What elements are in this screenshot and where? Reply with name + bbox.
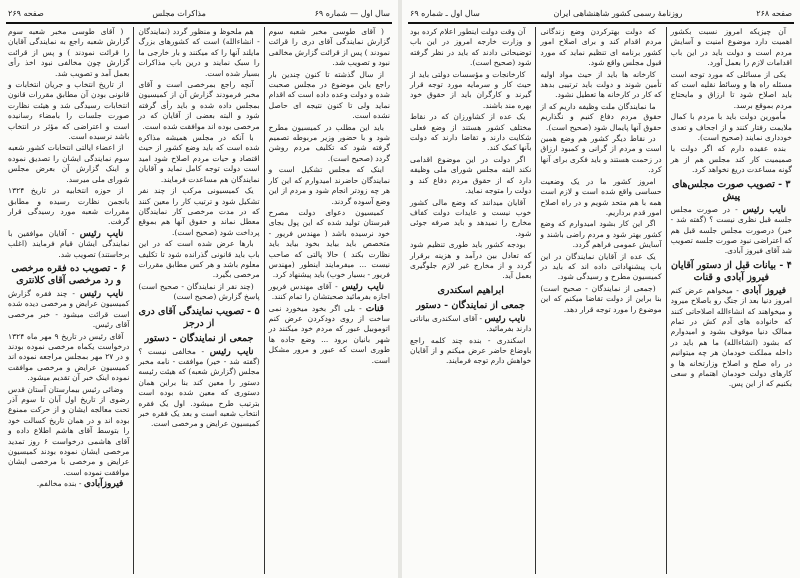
text-column xyxy=(265,27,394,574)
section-heading: جمعی از نمایندگان - دستور xyxy=(416,299,526,311)
paragraph-text: ( آقای طوسی مخبر شعبه سوم گزارش نمایندگی آقای دری را قرائت نمودند ) پس از قرائت گزارش مخالفی نبود و تصویب شد. xyxy=(268,27,390,68)
paragraph-text: - آقای اسکندری بیاناتی دارند بفرمائید. xyxy=(410,313,532,334)
paragraph xyxy=(269,165,390,207)
paragraph xyxy=(138,27,259,79)
paragraph-text: - میخواهم عرض کنم امروز دنیا بعد از جنگ رو باصلاح میرود و میخواهند که انشاءالله اصلاحاتی کنند که خانواده های آدم کش در تمام ممالک دنیا موقوف بشود و امیدوارم که بشود (انشاءالله) ما هم باید در داخله مملکت خودمان هر چه میتوانیم در راه صلح و اصلاح وزارتخانه ها و کارهای دولت خودمان اهتمام و سعی بکنیم که از این پس. xyxy=(670,285,792,389)
text-column xyxy=(406,27,536,574)
speaker-name: فیروز آبادی xyxy=(742,285,786,296)
speaker-name: قنات xyxy=(365,303,384,314)
speaker-name: نایب رئیس xyxy=(341,281,384,292)
speaker-paragraph xyxy=(269,304,390,366)
paragraph xyxy=(671,144,792,175)
text-column xyxy=(667,27,796,574)
issue-number: سال اول ـ شماره ۶۹ xyxy=(410,8,480,18)
paragraph xyxy=(138,186,259,238)
paragraph xyxy=(269,123,390,165)
paragraph-text: - چند فقره گزارش کمیسیون عرایض و مرخصی دیده شده است قرائت میشود - خبر مرخصی آقای رئیس. xyxy=(8,288,130,330)
paragraph xyxy=(671,112,792,143)
paragraph xyxy=(540,27,661,69)
speaker-paragraph xyxy=(8,479,129,489)
paragraph-text: (چند نفر از نمایندگان - صحیح است) پاسخ گزارش (صحیح است) xyxy=(138,281,260,302)
paragraph xyxy=(410,27,531,69)
paragraph-text: که دولت بهترکردن وضع زندگانی مردم اقدام کند و برای اصلاح امور کشور برنامه ای تنظیم نماید که مورد قبول مجلس واقع شود. xyxy=(540,27,662,68)
section-heading: ۶ - تصویب ده فقره مرخصی و رد مرخصی آقای کلانتری xyxy=(11,262,126,286)
paragraph-text: بنده عقیده دارم که اگر دولت با صمیمیت کار کند مجلس هم از هر گونه مساعدت دریغ نخواهد کرد. xyxy=(670,144,792,175)
paragraph-text: امروز کشور ما در یک وضعیت حساسی واقع شده است و لازم است همه با هم متحد شویم و در راه اصلاح امور قدم برداریم. xyxy=(540,176,662,217)
section-heading: ۵ - تصویب نمایندگی آقای دری از درجز xyxy=(138,305,260,329)
paragraph-text: وضائی رئیس بیمارستان آستان قدس رضوی از تاریخ اول آبان تا سوم آذر تحت معالجه ایشان و از حرکت ممنوع بوده اند و در همان تاریخ کسالت خود را بتوسط آقای هاشم اطلاع داده و آقای هاشمی درخواست ۶ روز تمدید مرخصی ایشان نموده بودند کمیسیون عرایض و مرخصی با مرخصی ایشان موافقت نموده است. xyxy=(8,384,130,477)
page-number: صفحه ۲۶۹ xyxy=(8,8,44,18)
paragraph xyxy=(138,80,259,132)
paragraph xyxy=(540,134,661,176)
page-header xyxy=(410,6,792,20)
paragraph xyxy=(8,80,129,142)
paragraph xyxy=(410,336,531,367)
text-column xyxy=(134,27,264,574)
paragraph-text: با آنکه در مجلس همیشه مذاکره شده است که باید وضع کشور از حیث اقتصاد و حیات مردم اصلاح شود امید است دولت توجه کامل نماید و آقایان نمایندگان هم مساعدت فرمایند. xyxy=(138,133,260,184)
header-rule xyxy=(408,22,794,24)
paragraph-text: - مخالفی نیست ؟ (گفته شد - خیر) موافقت - نامه مخبر مجلس (گزارش شعبه) که هیئت رئیسه دستور را معین کند بنا براین همان دستوری که معین شده بوده است بترتیب طرح میشود. اول یک فقره انتخاب شعبه است و بعد یک فقره خبر کمیسیون عرایض و مرخصی است. xyxy=(138,346,260,429)
speaker-paragraph xyxy=(269,282,390,303)
paragraph-text: آقای رئیس در تاریخ ۹ مهر ماه ۱۳۲۴ درخواست یکماه مرخصی نموده بودند و در ۲۷ مهر بمجلس مراجعه نموده اند کمیسیون عرایض و مرخصی موافقت نموده اینک خبر آن تقدیم میشود. xyxy=(8,331,130,383)
paragraph-text: یک عده از آقایان نمایندگان در این باب پیشنهاداتی داده اند که باید در کمیسیون مطرح و رسیدگی شود. xyxy=(540,251,662,282)
page-header xyxy=(8,6,390,20)
columns xyxy=(4,27,394,574)
paragraph xyxy=(410,70,531,112)
speaker-name: نایب رئیس xyxy=(742,204,786,215)
speaker-paragraph xyxy=(8,289,129,331)
section-heading: ۴ - بیانات قبل از دستور آقایان فیروز آبادی و قنات xyxy=(670,259,792,283)
paragraph xyxy=(540,219,661,250)
speaker-name: نایب رئیس xyxy=(79,228,124,239)
text-column xyxy=(536,27,666,574)
speaker-paragraph xyxy=(671,286,792,390)
paragraph-text: کارخانجات و مؤسسات دولتی باید از حیث کار و سرمایه مورد توجه قرار گیرند و کارگران باید از حقوق خود بهره مند باشند. xyxy=(410,69,532,110)
paragraph-text: مأمورین دولت باید با مردم با کمال ملایمت رفتار کنند و از اجحاف و تعدی خودداری نمایند (صحیح است). xyxy=(670,112,792,143)
paragraph xyxy=(138,239,259,281)
section-heading: ابراهیم اسکندری xyxy=(437,284,504,296)
paragraph xyxy=(410,240,531,282)
paragraph-text: اگر دولت در این موضوع اقدامی نکند البته مجلس شورای ملی وظیفه دارد که از حقوق مردم دفاع کند و دولت را متوجه نماید. xyxy=(410,154,532,196)
speaker-paragraph xyxy=(671,205,792,257)
paragraph-text: کارخانه ها باید از حیث مواد اولیه تأمین شوند و دولت باید ترتیبی بدهد که کار در کارخانه ها تعطیل نشود. xyxy=(540,69,662,100)
paragraph xyxy=(410,112,531,154)
paragraph xyxy=(8,332,129,384)
paragraph-text: - آقایان موافقین با نمایندگی ایشان قیام فرمایند (اغلب برخاستند) تصویب شد. xyxy=(8,228,130,259)
paragraph-text: از حوزه انتخابیه در تاریخ ۱۳۲۴ بانجمن نظارت رسیده و مطابق مقررات شعبه مورد رسیدگی قرار گرفت. xyxy=(8,186,130,227)
paragraph-text: یک کمیسیونی مرکب از چند نفر تشکیل شود و ترتیب کار را معین کنند که در مدت مرخصی کار نمایندگان معطل نماند و حقوق آنها هم بموقع پرداخت شود (صحیح است). xyxy=(138,186,260,237)
paragraph-text: اگر این کار بشود امیدوارم که وضع کشور بهتر شود و مردم راضی باشند و آسایش عمومی فراهم گردد. xyxy=(540,219,662,250)
paragraph xyxy=(269,70,390,122)
paragraph-text: ما نمایندگان ملت وظیفه داریم که از حقوق مردم دفاع کنیم و نگذاریم حقوق آنها پایمال شود (صحیح است). xyxy=(540,101,662,132)
paragraph xyxy=(138,133,259,185)
paragraph-text: در نقاط دیگر کشور هم وضع همین است و مردم از گرانی و کمبود ارزاق در زحمت هستند و باید فکری برای آنها کرد. xyxy=(540,134,662,175)
speaker-name: نایب رئیس xyxy=(209,346,254,357)
speaker-paragraph xyxy=(8,229,129,260)
page-right xyxy=(402,0,800,578)
paragraph-text: آقایان میدانند که وضع مالی کشور خوب نیست و عایدات دولت کفاف مخارج را نمیدهد و باید صرفه جوئی شود. xyxy=(410,197,532,238)
paragraph-text: از سال گذشته تا کنون چندین بار راجع باین موضوع در مجلس صحبت شده و دولت وعده داده است که اقدام نماید ولی تا کنون نتیجه ای حاصل نشده است. xyxy=(268,69,390,121)
speaker-name: فیروزآبادی xyxy=(83,479,124,490)
paragraph xyxy=(8,385,129,479)
paragraph-text: آنچه راجع بمرخصی است و آقای مخبر فرمودند گزارش آن از کمیسیون بمجلس داده شده و باید رأی گرفته شود و البته بعضی از آقایان که در مرخصی بوده اند موافقت شده است. xyxy=(138,80,260,131)
paragraph-text: کمیسیون دعوای دولت مصرح قبرستان تولید شده که این پول بجای خود نرسیده باشد ( مهندس فریور - متخصص باید بیاید بخود بیاید باید نظارت بکند ) حالا پالتی که صاحب نیست ... میفرمایند اینطور (مهندس فریور - بسیار خوب) باید پیشنهاد کرد. xyxy=(268,207,390,280)
paragraph-text: ( آقای طوسی مخبر شعبه سوم گزارش شعبه راجع به نمایندگی آقایان را قرائت نمودند ) و پس از قرائت گزارش چون مخالفی نبود اخذ رأی بعمل آمد و تصویب شد. xyxy=(8,27,130,78)
paragraph-text: آن وقت دولت اینطور اعلام کرده بود و وزارت خارجه امروز در این باب توضیحاتی دادند که باید در نظر گرفته شود (صحیح است). xyxy=(410,27,532,68)
paragraph-text: (جمعی از نمایندگان - صحیح است) بنا براین از دولت تقاضا میکنم که این موضوع را مورد توجه قرار دهد. xyxy=(540,283,662,314)
paragraph-text: یکی از مسائلی که مورد توجه است مسئله راه ها و وسائط نقلیه است که باید اصلاح شود تا ارزاق و مایحتاج مردم بموقع برسد. xyxy=(670,69,792,110)
paragraph xyxy=(410,155,531,197)
speaker-name: نایب رئیس xyxy=(484,313,526,324)
paragraph xyxy=(8,27,129,79)
paragraph-text: اینک که مجلس تشکیل است و نمایندگان حاضرند امیدوارم که این کار هر چه زودتر انجام شود و مردم از این وضع آسوده گردند. xyxy=(268,165,390,206)
header-rule xyxy=(6,22,392,24)
paragraph-text: - بلی اگر بخود میخورد نمی ساخت از روی دودکردن عرض کنم اتوموبیل عبور که مردم خود میکنند در شهر بانیان برود ... وضع جاده ها طوری است که عبور و مرور مشکل است. xyxy=(268,303,390,365)
paragraph xyxy=(540,284,661,315)
paragraph xyxy=(540,102,661,133)
paragraph-text: - در صورت مجلس جلسه قبل نظری نیست ؟ (گفته شد - خیر) درصورت مجلس جلسه قبل هم که اعتراضی نبود صورت جلسه تصویب شد آقای فیروز آبادی. xyxy=(670,204,792,256)
paragraph xyxy=(671,27,792,69)
page-left xyxy=(0,0,398,578)
paragraph xyxy=(138,282,259,303)
paragraph xyxy=(8,143,129,185)
paragraph-text: باید این مطلب در کمیسیون مطرح شود و با حضور وزیر مربوطه تصمیم گرفته شود که تکلیف مردم روشن گردد (صحیح است). xyxy=(268,122,390,163)
paragraph-text: هم ملحوظ و منظور گردد (نمایندگان - انشاءالله) است که کشورهای بزرگ مایلند آنها را که میکنند و بار خارجی ما را سبک نمایند و درین باب مذاکرات بسیار شده است. xyxy=(138,27,260,78)
paragraph-text: اسکندری - بنده چند کلمه راجع باوضاع حاضر عرض میکنم و از آقایان خواهش دارم توجه فرمایند. xyxy=(410,335,532,366)
columns xyxy=(406,27,796,574)
section-title: مذاکرات مجلس xyxy=(152,8,206,18)
speaker-paragraph xyxy=(410,314,531,335)
speaker-paragraph xyxy=(138,347,259,430)
paragraph-text: یک عده از کشاورزان که در نقاط مختلف کشور هستند از وضع فعلی شکایت دارند و تقاضا دارند که دولت بآنها کمک کند. xyxy=(410,112,532,153)
issue-number: سال اول — شماره ۶۹ xyxy=(314,8,390,18)
text-column xyxy=(4,27,134,574)
paragraph xyxy=(269,208,390,281)
page-number: صفحه ۲۶۸ xyxy=(756,8,792,18)
section-heading: جمعی از نمایندگان - دستور xyxy=(144,332,254,344)
paragraph-text: از تاریخ انتخاب و جریان انتخابات و قانونی بودن آن مطابق مقررات قانون انتخابات رسیدگی شد و هیئت نظارت صورت جلسات را بامضاء رسانیده است و اعتراضی که مؤثر در انتخاب باشد نرسیده است. xyxy=(8,80,130,142)
paragraph-text: بارها عرض شده است که در این باب باید قانونی گذرانده شود تا تکلیف معلوم باشد و هر کس مطابق مقررات مرخصی بگیرد. xyxy=(138,239,260,280)
paragraph xyxy=(540,177,661,219)
section-heading: ۳ - تصویب صورت مجلس‌های پیش xyxy=(672,178,791,202)
paragraph-text: - بنده مخالفم. xyxy=(36,479,82,489)
paragraph xyxy=(410,198,531,240)
paragraph-text: از اعضاء ایالتی انتخابات کشور شعبه سوم نمایندگی ایشان را تصدیق نموده و اینک گزارش آن بعرض مجلس شورای ملی میرسد. xyxy=(8,143,130,184)
paragraph-text: آن چیزیکه امروز نسبت بکشور اهمیت دارد موضوع امنیت و آسایش مردم است و دولت باید در این باب اقدامات لازم را بعمل آورد. xyxy=(670,27,792,68)
newspaper-title: روزنامهٔ رسمی کشور شاهنشاهی ایران xyxy=(553,8,683,18)
paragraph xyxy=(671,70,792,112)
paragraph xyxy=(540,70,661,101)
paragraph xyxy=(540,252,661,283)
speaker-name: نایب رئیس xyxy=(80,288,124,299)
paragraph xyxy=(269,27,390,69)
paragraph-text: - آقای مهندس فریور اجازه بفرمائید صحبتشان را تمام کنند. xyxy=(268,281,390,302)
paragraph xyxy=(8,186,129,228)
paragraph-text: بودجه کشور باید طوری تنظیم شود که تعادل بین درآمد و هزینه برقرار گردد و از مخارج غیر لازم جلوگیری بعمل آید. xyxy=(410,240,532,281)
